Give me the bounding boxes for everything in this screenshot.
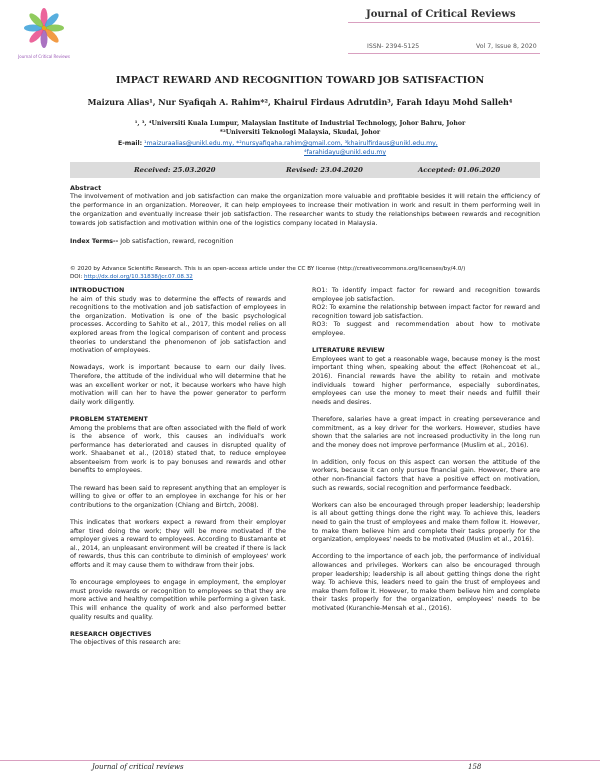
volume-issue: Vol 7, Issue 8, 2020 xyxy=(476,43,537,50)
received-date: Received: 25.03.2020 xyxy=(134,166,216,174)
email-line-2 xyxy=(304,149,386,156)
accepted-date: Accepted: 01.06.2020 xyxy=(418,166,501,174)
abstract-heading: Abstract xyxy=(70,184,102,192)
email-line xyxy=(118,140,438,147)
paragraph: Workers can also be encouraged through proper leadership; leadership is all about getting things done the right way. To achieve this, leaders need to gain the trust of employees and make them follow it. However, to make them believe him and complete their tasks properly for the organization, employees' needs to be motivated (Muslim et al., 2016). xyxy=(312,501,540,544)
paragraph: To encourage employees to engage in employment, the employer must provide rewards or recognition to employees so that they are more active and healthy competition while performing a given task. This will enhance the quality of work and also performed better quality results and quality. xyxy=(70,579,286,621)
section-heading-problem-statement: PROBLEM STATEMENT xyxy=(70,415,148,423)
abstract-text: The involvement of motivation and job satisfaction can make the organization more valuable and profitable besides it will retain the efficiency of the performance in an organization. Moreover, it can help employees to increase their motivation in work and result in them performing well in the organization and eventually increase their job satisfaction. The researcher wants to study the relationships between rewards and recognition towards job satisfaction and motivation within one of the logistics company located in Malaysia. xyxy=(70,192,540,228)
paragraph: Employees want to get a reasonable wage, because money is the most important thing when, speaking about the effect (Rohencoat et al., 2016). Financial rewards have the ability to retain and motivate individuals toward higher performance, especially subordinates, employees can use the money to meet their needs and fulfill their needs and desires. xyxy=(312,355,540,406)
email-label: E-mail: xyxy=(118,140,143,147)
column-right xyxy=(312,287,540,614)
objective-ro1: RO1: To identify impact factor for reward and recognition towards employee job satisfaction. xyxy=(312,287,540,303)
index-terms-value: Job satisfaction, reward, recognition xyxy=(120,238,234,245)
index-terms-label: Index Terms-- xyxy=(70,238,119,245)
paragraph: This indicates that workers expect a reward from their employer after tired doing the work; they will be more motivated if the employer gives a reward to employees. According to Bustamante et al., 2014, an unpleasant environment will be created if there is lack of rewards, thus this can contribute to diminish of employees' work efforts and it may cause them to withdraw from their jobs. xyxy=(70,519,286,569)
email-links-1[interactable]: ¹maizuraalias@unikl.edu.my, *²nursyafiqaha.rahim@gmail.com, ³khairulfirdaus@unikl.edu.my, xyxy=(144,140,438,147)
section-heading-research-objectives: RESEARCH OBJECTIVES xyxy=(70,630,152,638)
license-block xyxy=(70,265,550,281)
paragraph: Nowadays, work is important because to earn our daily lives. Therefore, the attitude of the individual who will determine that he was an excellent worker or not, it because workers who have high motivation will can her to have the power generator to perform daily work diligently. xyxy=(70,364,286,406)
logo-text: Journal of Critical Reviews xyxy=(18,54,70,59)
paragraph: Among the problems that are often associated with the field of work is the absence of work, this causes an individual's work performance has deteriorated and causes in disrupted quality of work. Shaabanet et al., (2018) stated that, to reduce employee absenteeism from work is to pay bonuses and rewards and other benefits to employees. xyxy=(70,424,286,475)
page-number: 158 xyxy=(468,763,482,771)
affiliation-2: *²Universiti Teknologi Malaysia, Skudai, Johor xyxy=(219,129,381,136)
paragraph: According to the importance of each job, the performance of individual allowances and privileges. Workers can also be encouraged through proper leadership; leadership is all about getting things done the right way. To achieve this, leaders need to gain the trust of employees and make them follow it. However, to make them believe him and complete their tasks properly for the organization, employees' needs to be motivated (Kuranchie-Mensah et al., (2016). xyxy=(312,553,540,612)
objective-ro3: RO3: To suggest and recommendation about how to motivate employee. xyxy=(312,321,540,337)
doi-label: DOI: xyxy=(70,274,83,280)
header-rule-top xyxy=(348,22,540,23)
revised-date: Revised: 23.04.2020 xyxy=(286,166,363,174)
doi-link[interactable]: http://dx.doi.org/10.31838/jcr.07.08.32 xyxy=(84,274,193,280)
paragraph: Therefore, salaries have a great impact in creating perseverance and commitment, as a key driver for the workers. However, studies have shown that the salaries are not increased productivity in the long run and the money does not improve performance (Muslim et al., 2016). xyxy=(312,415,540,449)
journal-name: Journal of Critical Reviews xyxy=(366,9,516,20)
paragraph: The objectives of this research are: xyxy=(70,639,181,647)
column-left xyxy=(70,287,286,648)
article-title: IMPACT REWARD AND RECOGNITION TOWARD JOB SATISFACTION xyxy=(115,75,485,86)
affiliation-1: ¹, ³, ⁴Universiti Kuala Lumpur, Malaysian Institute of Industrial Technology, Johor Bahru, Johor xyxy=(134,120,466,127)
paragraph: In addition, only focus on this aspect can worsen the attitude of the workers, because it can only pursue financial gain. However, there are other non-financial factors that have a positive effect on motivation, such as rewards, social recognition and performance feedback. xyxy=(312,458,540,492)
footer-rule xyxy=(0,760,600,761)
section-heading-introduction: INTRODUCTION xyxy=(70,287,125,294)
paragraph: he aim of this study was to determine the effects of rewards and recognitions to the motivation and job satisfaction of employees in the organization. Motivation is one of the basic psychological processes. According to Sahito et al., 2017, this model relies on all explored areas from the logical comparison of content and process theories to understand the phenomenon of job satisfaction and motivation of employees. xyxy=(70,295,286,355)
paragraph: The reward has been said to represent anything that an employer is willing to give or offer to an employee in exchange for his or her contributions to the organization (Chiang and Birtch, 2008). xyxy=(70,484,286,509)
author-list: Maizura Alias¹, Nur Syafiqah A. Rahim*², Khairul Firdaus Adrutdin³, Farah Idayu Mohd Salleh⁴ xyxy=(87,97,513,107)
footer-journal: Journal of critical reviews xyxy=(92,763,184,771)
issn: ISSN- 2394-5125 xyxy=(367,43,420,50)
license-text: © 2020 by Advance Scientific Research. This is an open-access article under the CC BY license (http://creativecommons.org/licenses/by/4.0/) xyxy=(70,266,466,272)
journal-logo xyxy=(12,6,76,64)
objective-ro2: RO2: To examine the relationship between impact factor for reward and recognition toward job satisfaction. xyxy=(312,304,540,320)
index-terms xyxy=(70,238,233,245)
doi-line xyxy=(70,273,550,281)
section-heading-literature-review: LITERATURE REVIEW xyxy=(312,347,385,355)
header-rule-bottom xyxy=(348,53,540,54)
email-link-4[interactable]: ⁴farahidayu@unikl.edu.my xyxy=(304,149,387,156)
